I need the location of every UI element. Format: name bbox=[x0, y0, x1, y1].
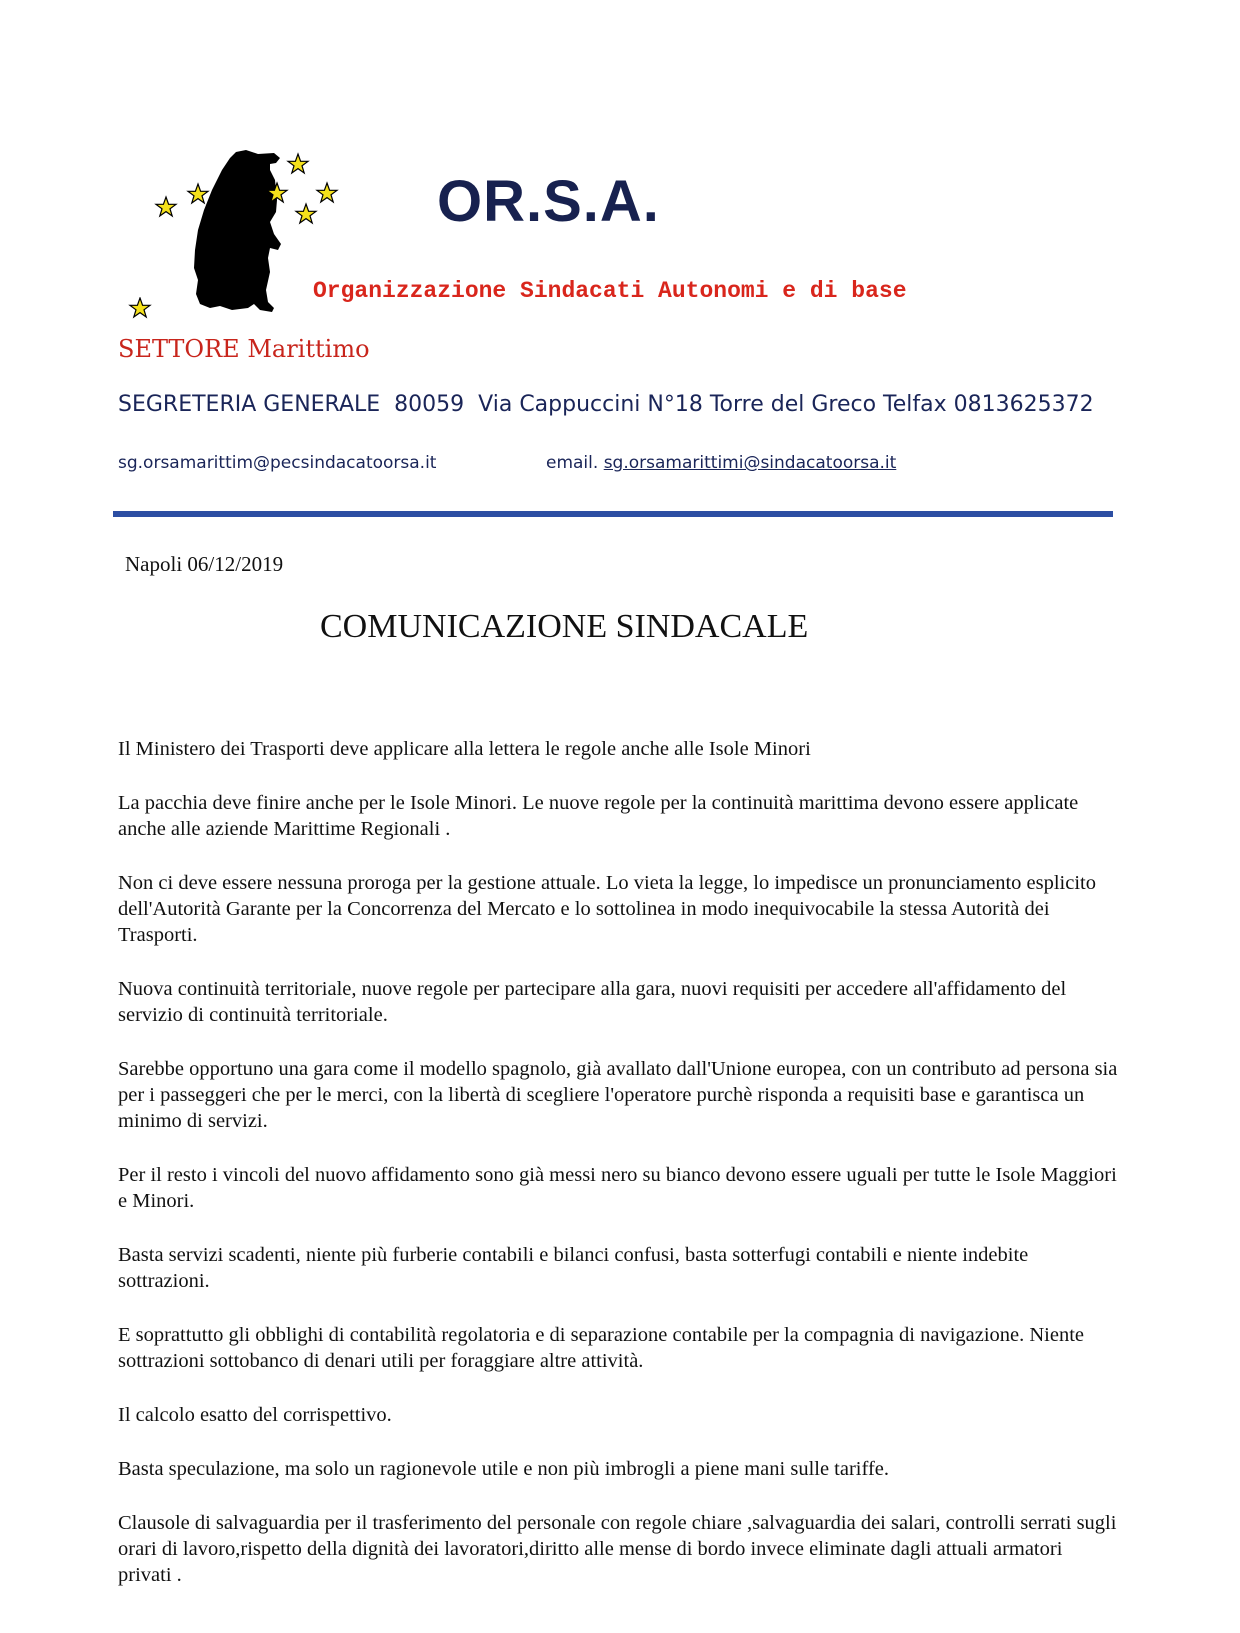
document-date: Napoli 06/12/2019 bbox=[125, 552, 284, 576]
organization-acronym: OR.S.A. bbox=[437, 169, 660, 234]
email-link[interactable]: sg.orsamarittimi@sindacatoorsa.it bbox=[603, 453, 897, 473]
star-icon bbox=[317, 183, 337, 202]
star-icon bbox=[128, 297, 152, 321]
star-icon bbox=[156, 197, 176, 216]
star-icon bbox=[188, 184, 208, 203]
secretariat-line bbox=[118, 392, 1094, 417]
secretariat-address: Via Cappuccini N°18 Torre del Greco Telfax 0813625372 bbox=[478, 392, 1094, 417]
body-paragraph: E soprattutto gli obblighi di contabilità regolatoria e di separazione contabile per la compagnia di navigazione. Niente sottrazioni sottobanco di denari utili per foraggiare altre attività. bbox=[118, 1324, 1085, 1372]
body-paragraph: Basta servizi scadenti, niente più furberie contabili e bilanci confusi, basta sotterfugi contabili e niente indebite sottrazioni. bbox=[118, 1244, 1029, 1292]
star-icon bbox=[288, 154, 308, 173]
body-paragraph: Basta speculazione, ma solo un ragionevole utile e non più imbrogli a piene mani sulle tariffe. bbox=[118, 1458, 890, 1480]
star-icon bbox=[296, 204, 316, 223]
organization-full-name: Organizzazione Sindacati Autonomi e di base bbox=[313, 278, 907, 304]
body-paragraph: Il Ministero dei Trasporti deve applicare alla lettera le regole anche alle Isole Minori bbox=[118, 738, 811, 760]
body-paragraph: Il calcolo esatto del corrispettivo. bbox=[118, 1404, 392, 1426]
secretariat-label: SEGRETERIA GENERALE bbox=[118, 392, 381, 417]
email-line bbox=[546, 453, 896, 473]
document-body bbox=[118, 736, 1118, 1616]
body-paragraph: La pacchia deve finire anche per le Isole Minori. Le nuove regole per la continuità marittima devono essere applicate anche alle aziende Marittime Regionali . bbox=[118, 792, 1079, 840]
body-paragraph: Clausole di salvaguardia per il trasferimento del personale con regole chiare ,salvaguardia dei salari, controlli serrati sugli orari di lavoro,rispetto della dignità dei lavoratori,diritto alle mense di bordo invece eliminate dagli attuali armatori privati . bbox=[118, 1512, 1117, 1586]
pec-email-link[interactable]: sg.orsamarittim@pecsindacatoorsa.it bbox=[118, 453, 437, 473]
bear-silhouette bbox=[194, 150, 281, 312]
body-paragraph: Per il resto i vincoli del nuovo affidamento sono già messi nero su bianco devono essere uguali per tutte le Isole Maggiori e Minori. bbox=[118, 1164, 1117, 1212]
secretariat-postcode: 80059 bbox=[394, 392, 465, 417]
body-paragraph: Sarebbe opportuno una gara come il modello spagnolo, già avallato dall'Unione europea, con un contributo ad persona sia per i passeggeri che per le merci, con la libertà di scegliere l'operatore purchè risponda a requisiti base e garantisca un minimo di servizi. bbox=[118, 1058, 1118, 1132]
body-paragraph: Non ci deve essere nessuna proroga per la gestione attuale. Lo vieta la legge, lo impedisce un pronunciamento esplicito dell'Autorità Garante per la Concorrenza del Mercato e lo sottolinea in modo inequivocabile la stessa Autorità dei Trasporti. bbox=[118, 872, 1096, 946]
body-paragraph: Nuova continuità territoriale, nuove regole per partecipare alla gara, nuovi requisiti per accedere all'affidamento del servizio di continuità territoriale. bbox=[118, 978, 1067, 1026]
sector-label: SETTORE Marittimo bbox=[118, 335, 370, 363]
document-title: COMUNICAZIONE SINDACALE bbox=[320, 608, 809, 645]
header-divider bbox=[113, 511, 1113, 517]
email-label: email. bbox=[546, 453, 599, 473]
